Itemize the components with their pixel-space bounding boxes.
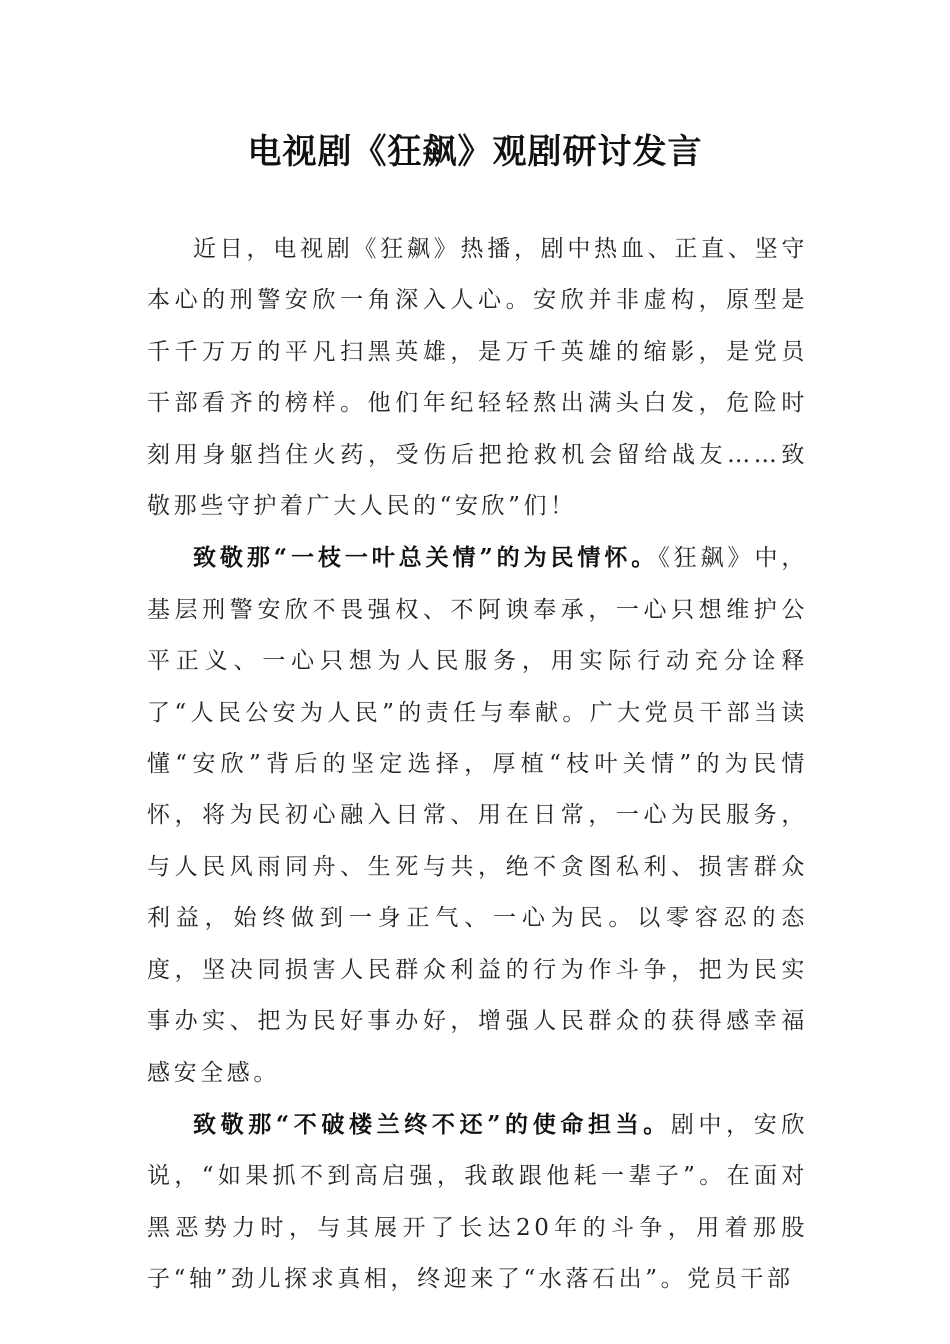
paragraph-intro bbox=[147, 223, 808, 532]
paragraph-text: 近日，电视剧《狂飙》热播，剧中热血、正直、坚守本心的刑警安欣一角深入人心。安欣并非虚构，原型是千千万万的平凡扫黑英雄，是万千英雄的缩影，是党员干部看齐的榜样。他们年纪轻轻熬出满头白发，危险时刻用身躯挡住火药，受伤后把抢救机会留给战友……致敬那些守护着广大人民的“安欣”们！ bbox=[147, 236, 808, 520]
paragraph-people-oriented bbox=[147, 532, 808, 1098]
paragraph-mission bbox=[147, 1099, 808, 1306]
document-body bbox=[147, 223, 808, 1306]
paragraph-text: 剧中，安欣说，“如果抓不到高启强，我敢跟他耗一辈子”。在面对黑恶势力时，与其展开了长达20年的斗争，用着那股子“轴”劲儿探求真相，终迎来了“水落石出”。党员干部 bbox=[147, 1111, 809, 1293]
paragraph-lead: 致敬那“不破楼兰终不还”的使命担当。 bbox=[193, 1110, 671, 1138]
paragraph-lead: 致敬那“一枝一叶总关情”的为民情怀。 bbox=[193, 544, 659, 572]
document-title: 电视剧《狂飙》观剧研讨发言 bbox=[247, 132, 703, 172]
paragraph-text: 《狂飙》中，基层刑警安欣不畏强权、不阿谀奉承，一心只想维护公平正义、一心只想为人民服务，用实际行动充分诠释了“人民公安为人民”的责任与奉献。广大党员干部当读懂“安欣”背后的坚定选择，厚植“枝叶关情”的为民情怀，将为民初心融入日常、用在日常，一心为民服务，与人民风雨同舟、生死与共，绝不贪图私利、损害群众利益，始终做到一身正气、一心为民。以零容忍的态度，坚决同损害人民群众利益的行为作斗争，把为民实事办实、把为民好事办好，增强人民群众的获得感幸福感安全感。 bbox=[147, 545, 808, 1086]
